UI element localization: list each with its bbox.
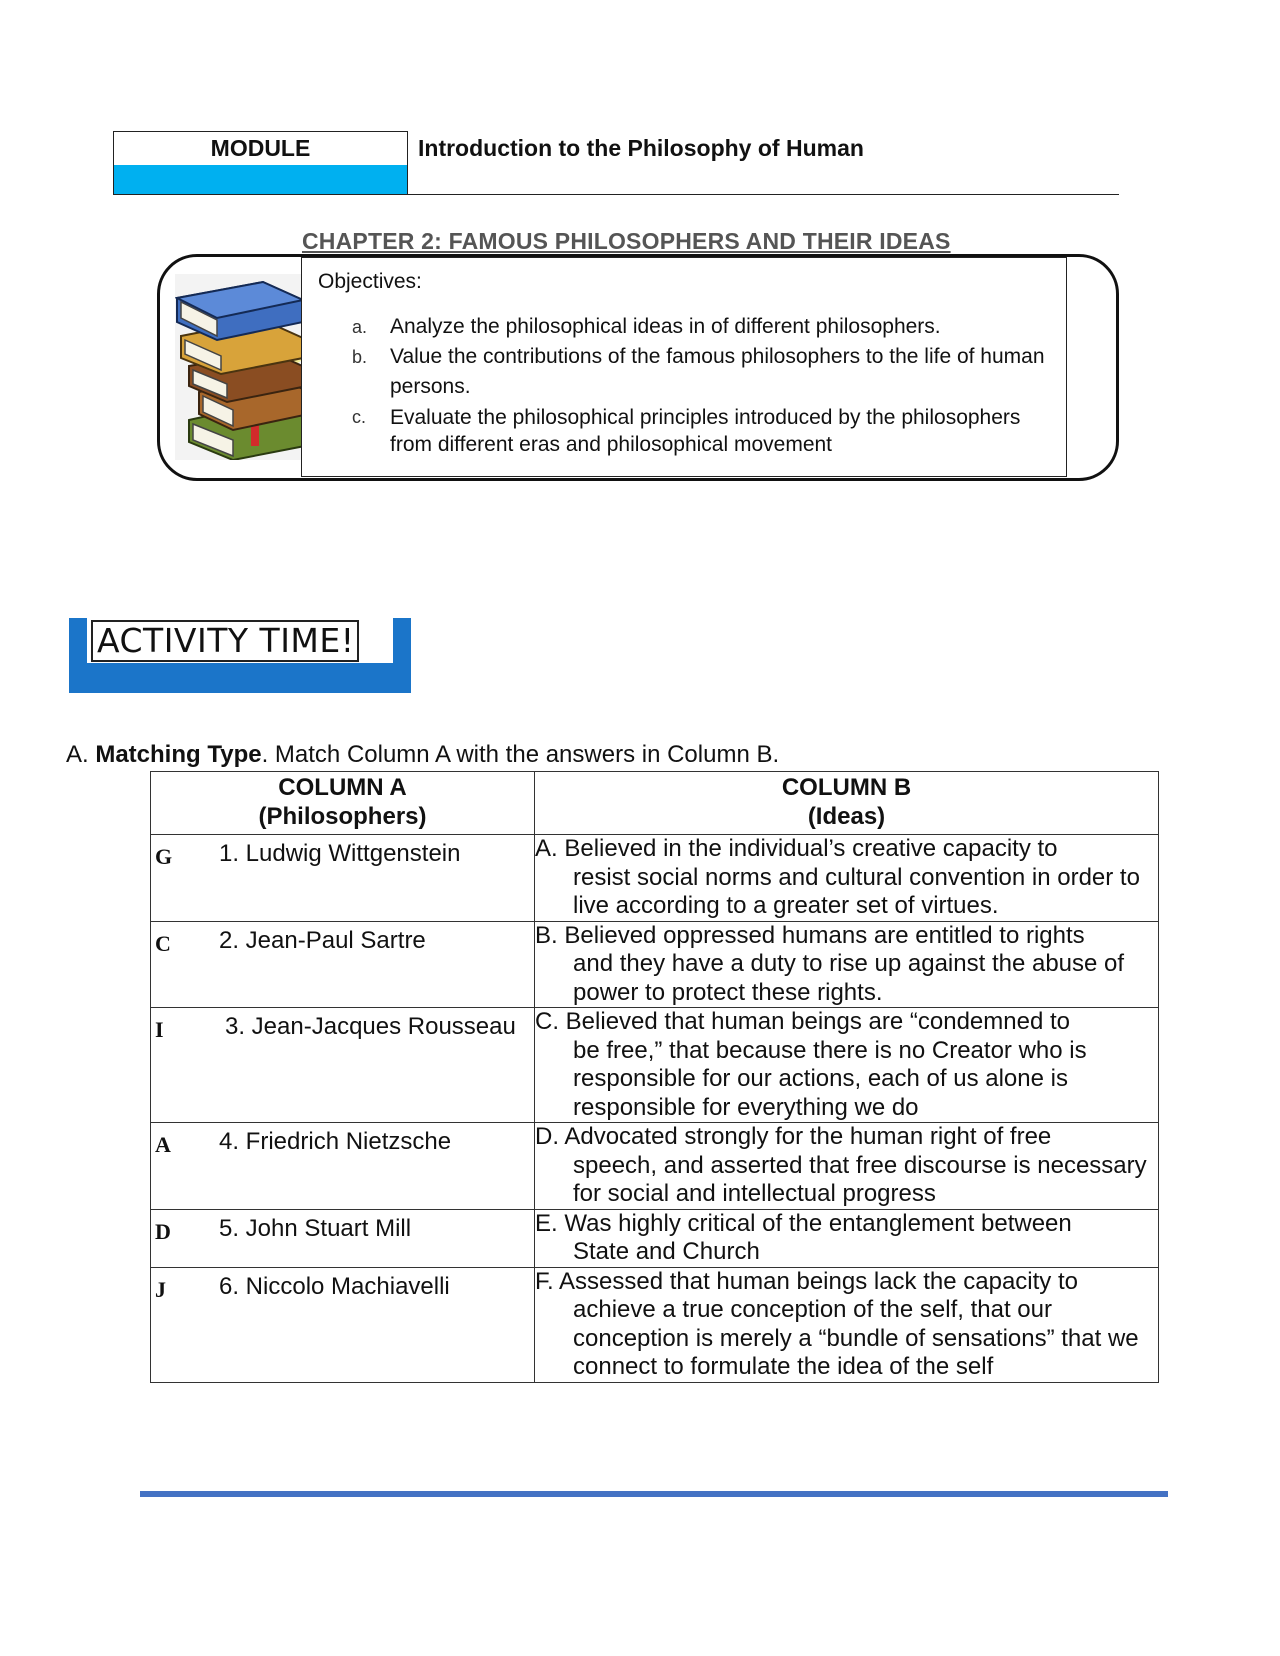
objective-item xyxy=(352,342,1052,402)
philosopher-name: 1. Ludwig Wittgenstein xyxy=(219,840,461,867)
idea-cell xyxy=(535,921,1159,1008)
instruction-rest: . Match Column A with the answers in Column B. xyxy=(261,741,780,768)
instruction-prefix: A. xyxy=(66,741,96,768)
answer-letter: A xyxy=(155,1132,171,1157)
idea-cell xyxy=(535,1008,1159,1123)
column-a-title: COLUMN A xyxy=(278,774,407,801)
table-row xyxy=(151,1267,1159,1382)
objective-letter: b. xyxy=(352,347,368,367)
idea-first-line: C. Believed that human beings are “condemned to xyxy=(535,1008,1070,1035)
table-row xyxy=(151,1123,1159,1210)
objectives-title: Objectives: xyxy=(318,270,422,293)
philosopher-name: 2. Jean-Paul Sartre xyxy=(219,926,426,954)
idea-cell xyxy=(535,1123,1159,1210)
answer-letter: D xyxy=(155,1218,171,1244)
objective-letter: c. xyxy=(352,407,367,427)
objectives-list xyxy=(352,312,1052,458)
idea-continuation: State and Church xyxy=(573,1238,760,1265)
philosopher-name: 4. Friedrich Nietzsche xyxy=(219,1128,452,1155)
objectives-box xyxy=(301,257,1067,477)
answer-letter: G xyxy=(155,844,173,869)
table-row xyxy=(151,1209,1159,1267)
instruction-bold: Matching Type xyxy=(95,741,262,768)
module-divider xyxy=(408,194,1119,195)
objective-letter: a. xyxy=(352,317,368,337)
idea-continuation: be free,” that because there is no Creator who is responsible for our actions, each of us alone is responsible for everything we do xyxy=(573,1036,1087,1121)
column-b-title: COLUMN B xyxy=(781,774,912,801)
column-a-header xyxy=(151,772,535,835)
activity-banner xyxy=(69,618,411,693)
column-b-header xyxy=(535,772,1159,835)
table-row xyxy=(151,835,1159,922)
philosopher-name: 6. Niccolo Machiavelli xyxy=(219,1272,450,1300)
module-title: Introduction to the Philosophy of Human xyxy=(418,135,864,161)
answer-letter: C xyxy=(155,930,171,956)
objective-item xyxy=(352,312,1052,342)
philosopher-cell xyxy=(151,1209,535,1267)
matching-instruction xyxy=(66,739,779,771)
module-label-band xyxy=(114,165,407,194)
philosopher-cell xyxy=(151,1008,535,1123)
philosopher-name: 5. John Stuart Mill xyxy=(219,1214,412,1242)
table-header-row xyxy=(151,772,1159,835)
idea-cell xyxy=(535,1209,1159,1267)
objective-text: Value the contributions of the famous philosophers to the life of human persons. xyxy=(390,345,1045,398)
idea-cell xyxy=(535,835,1159,922)
idea-continuation: and they have a duty to rise up against the abuse of power to protect these rights. xyxy=(573,950,1125,1006)
module-label-box xyxy=(113,131,408,195)
chapter-heading: CHAPTER 2: FAMOUS PHILOSOPHERS AND THEIR IDEAS xyxy=(302,228,951,254)
answer-letter: I xyxy=(155,1017,164,1042)
philosopher-cell xyxy=(151,921,535,1008)
idea-continuation: resist social norms and cultural convention in order to live according to a greater set of virtues. xyxy=(573,863,1140,919)
table-row xyxy=(151,921,1159,1008)
objective-text: Analyze the philosophical ideas in of different philosophers. xyxy=(390,315,941,338)
activity-banner-label: ACTIVITY TIME! xyxy=(91,620,359,662)
column-b-subtitle: (Ideas) xyxy=(807,802,886,830)
module-label: MODULE xyxy=(114,132,407,165)
idea-continuation: speech, and asserted that free discourse is necessary for social and intellectual progress xyxy=(573,1151,1147,1207)
philosopher-cell xyxy=(151,835,535,922)
activity-banner-bottom-bar xyxy=(69,663,411,693)
philosopher-name: 3. Jean-Jacques Rousseau xyxy=(225,1013,516,1040)
column-a-subtitle: (Philosophers) xyxy=(258,802,427,830)
idea-first-line: E. Was highly critical of the entanglement between xyxy=(535,1209,1072,1237)
table-row xyxy=(151,1008,1159,1123)
objective-item xyxy=(352,404,1052,458)
objective-text: Evaluate the philosophical principles introduced by the philosophers from different eras and philosophical movement xyxy=(390,406,1021,456)
idea-cell xyxy=(535,1267,1159,1382)
idea-continuation: achieve a true conception of the self, that our conception is merely a “bundle of sensations” that we connect to formulate the idea of the self xyxy=(573,1296,1139,1380)
idea-first-line: A. Believed in the individual’s creative capacity to xyxy=(535,835,1058,862)
answer-letter: J xyxy=(155,1276,166,1302)
philosopher-cell xyxy=(151,1267,535,1382)
philosopher-cell xyxy=(151,1123,535,1210)
idea-first-line: F. Assessed that human beings lack the capacity to xyxy=(535,1267,1078,1295)
matching-table xyxy=(150,771,1159,1383)
table-bottom-rule xyxy=(140,1491,1168,1497)
idea-first-line: B. Believed oppressed humans are entitled to rights xyxy=(535,921,1085,949)
idea-first-line: D. Advocated strongly for the human right of free xyxy=(535,1123,1052,1150)
